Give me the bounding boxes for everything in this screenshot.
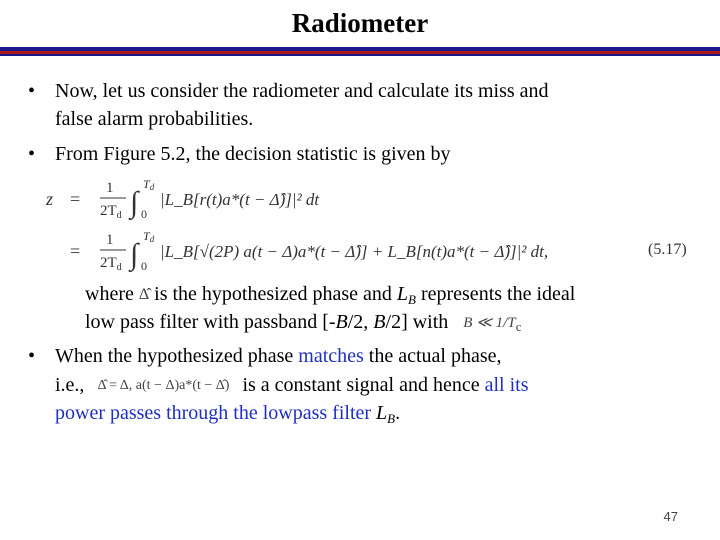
where-line-1: where Δ̂ is the hypothesized phase and $L_B$ represents the ideal (85, 283, 576, 307)
svg-text:0: 0 (141, 259, 147, 272)
bullet-3-line-1: When the hypothesized phase matches the actual phase, (55, 345, 502, 367)
equation-5-17 (40, 172, 710, 272)
title-rule-bottom (0, 54, 720, 56)
svg-text:Td: Td (143, 177, 155, 192)
svg-text:Td: Td (143, 229, 155, 244)
equation-number: (5.17) (648, 241, 687, 258)
bullet-1-line-1: Now, let us consider the radiometer and calculate its miss and (55, 80, 549, 102)
bullet-1-line-2: false alarm probabilities. (55, 108, 254, 130)
svg-text:∫: ∫ (130, 186, 139, 219)
svg-text:2Td: $2T_d$ (100, 203, 122, 221)
svg-text:=: = (70, 189, 81, 209)
bullet-3-inline-math: Δ̂ = Δ, a(t − Δ)a*(t − Δ̂) (97, 378, 230, 394)
svg-text:=: = (70, 241, 81, 261)
bullet-2-line-1: From Figure 5.2, the decision statistic is given by (55, 143, 451, 165)
svg-text:0: 0 (141, 207, 147, 221)
bullet-3-line-3: power passes through the lowpass filter $L_B$. (55, 402, 401, 426)
bullet-marker: • (28, 143, 36, 165)
svg-text:2Td: $2T_d$ (100, 255, 122, 272)
svg-text:1: 1 (106, 232, 114, 248)
fraction-numerator: 1 (106, 180, 114, 196)
bullet-marker: • (28, 345, 36, 367)
bullet-marker: • (28, 80, 36, 102)
slide-title: Radiometer (291, 8, 429, 38)
bullet-3-line-2: i.e., Δ̂ = Δ, a(t − Δ)a*(t − Δ̂) is a constant signal and hence all its (55, 372, 529, 399)
where-line-2: low pass filter with passband [-B/2, B/2] with B ≪ $1/T_c$ (85, 311, 522, 335)
equation-lhs: z (46, 189, 54, 209)
equation-line-1-body: |L_B[r(t)a*(t − Δ̂)]|² dt (160, 190, 320, 209)
equation-line-2-body: |L_B[√(2P) a(t − Δ)a*(t − Δ̂)] + L_B[n(t)a*(t − Δ̂)]|² dt, (160, 242, 549, 261)
page-number: 47 (663, 509, 678, 524)
svg-text:∫: ∫ (130, 238, 139, 271)
